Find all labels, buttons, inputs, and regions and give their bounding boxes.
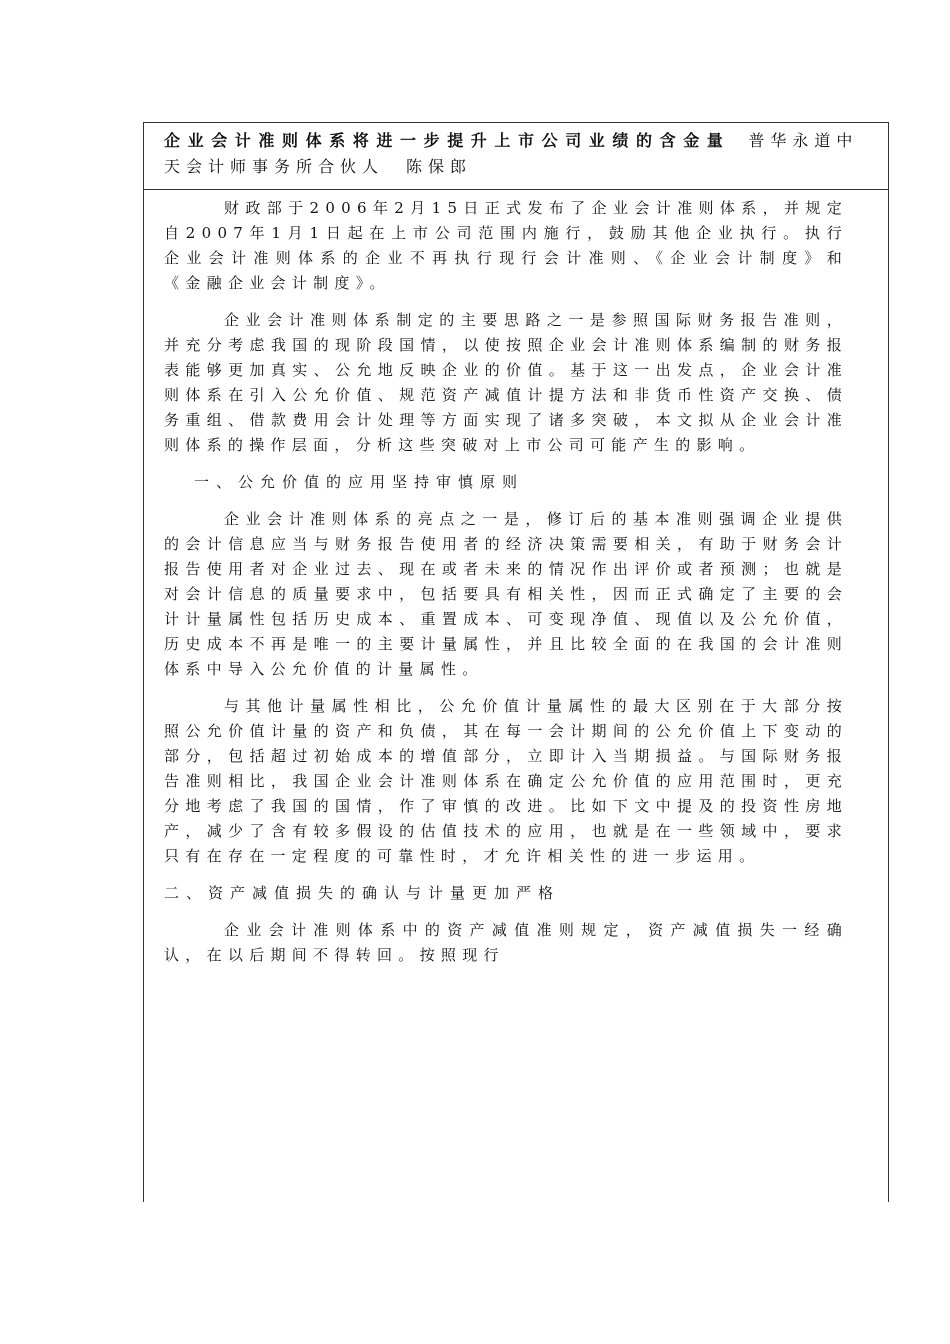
paragraph: 企业会计准则体系制定的主要思路之一是参照国际财务报告准则，并充分考虑我国的现阶段国情，以使按照企业会计准则体系编制的财务报表能够更加真实、公允地反映企业的价值。基于这一出发点，企业会计准则体系在引入公允价值、规范资产减值计提方法和非货币性资产交换、债务重组、借款费用会计处理等方面实现了诸多突破，本文拟从企业会计准则体系的操作层面，分析这些突破对上市公司可能产生的影响。 xyxy=(164,311,848,454)
paragraph: 财政部于2006年2月15日正式发布了企业会计准则体系，并规定自2007年1月1日起在上市公司范围内施行，鼓励其他企业执行。执行企业会计准则体系的企业不再执行现行会计准则、《企业会计制度》和《金融企业会计制度》。 xyxy=(164,199,848,292)
paragraph: 企业会计准则体系中的资产减值准则规定，资产减值损失一经确认，在以后期间不得转回。按照现行 xyxy=(164,921,848,964)
article-title xyxy=(164,128,864,180)
document-frame xyxy=(143,122,889,1202)
paragraph: 企业会计准则体系的亮点之一是，修订后的基本准则强调企业提供的会计信息应当与财务报告使用者的经济决策需要相关，有助于财务会计报告使用者对企业过去、现在或者未来的情况作出评价或者预测；也就是对会计信息的质量要求中，包括要具有相关性，因而正式确定了主要的会计计量属性包括历史成本、重置成本、可变现净值、现值以及公允价值，历史成本不再是唯一的主要计量属性，并且比较全面的在我国的会计准则体系中导入公允价值的计量属性。 xyxy=(164,510,848,678)
title-block xyxy=(144,123,888,190)
article-body xyxy=(144,190,888,968)
section-heading: 二、资产减值损失的确认与计量更加严格 xyxy=(164,884,561,902)
title-text: 企业会计准则体系将进一步提升上市公司业绩的含金量 xyxy=(164,131,731,150)
author-byline: 普华永道中天会计师事务所合伙人 陈保郎 xyxy=(164,131,859,176)
section-heading: 一、公允价值的应用坚持审慎原则 xyxy=(194,473,525,491)
paragraph: 与其他计量属性相比，公允价值计量属性的最大区别在于大部分按照公允价值计量的资产和负债，其在每一会计期间的公允价值上下变动的部分，包括超过初始成本的增值部分，立即计入当期损益。与国际财务报告准则相比，我国企业会计准则体系在确定公允价值的应用范围时，更充分地考虑了我国的国情，作了审慎的改进。比如下文中提及的投资性房地产，减少了含有较多假设的估值技术的应用，也就是在一些领域中，要求只有在存在一定程度的可靠性时，才允许相关性的进一步运用。 xyxy=(164,697,848,865)
